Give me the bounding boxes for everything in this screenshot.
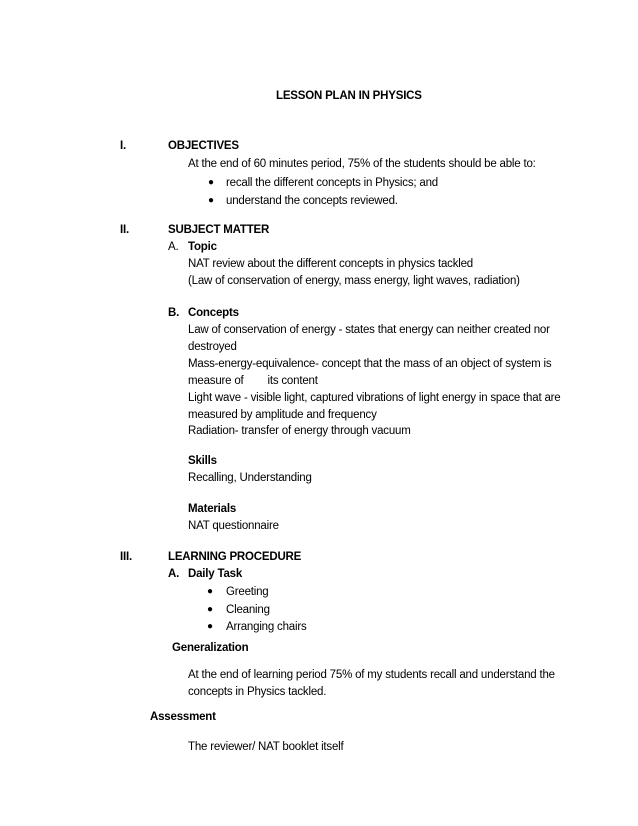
daily-task-item: Cleaning (226, 604, 270, 616)
concept-line: measure of its content (188, 375, 318, 387)
topic-line: NAT review about the different concepts in physics tackled (188, 258, 474, 270)
objectives-intro: At the end of 60 minutes period, 75% of the students should be able to: (188, 158, 536, 170)
concept-line: Law of conservation of energy - states that energy can neither created nor (188, 324, 550, 336)
bullet-icon: ● (207, 586, 213, 597)
subsection-heading-concepts: Concepts (188, 307, 239, 319)
subsection-letter-daily-task: A. (168, 568, 180, 580)
section-numeral-learning-procedure: III. (120, 551, 132, 563)
assessment-text: The reviewer/ NAT booklet itself (188, 741, 344, 753)
concept-line: Radiation- transfer of energy through vacuum (188, 425, 411, 437)
concept-line: measured by amplitude and frequency (188, 409, 377, 421)
objective-item: understand the concepts reviewed. (226, 195, 398, 207)
concept-line: Mass-energy-equivalence- concept that the mass of an object of system is (188, 358, 552, 370)
concept-line: destroyed (188, 341, 237, 353)
bullet-icon: ● (207, 621, 213, 632)
skills-heading: Skills (188, 455, 217, 467)
bullet-icon: ● (207, 604, 213, 615)
generalization-heading: Generalization (172, 642, 249, 654)
daily-task-item: Greeting (226, 586, 269, 598)
concept-line: Light wave - visible light, captured vibrations of light energy in space that are (188, 392, 561, 404)
daily-task-item: Arranging chairs (226, 621, 307, 633)
document-title: LESSON PLAN IN PHYSICS (276, 90, 422, 102)
objective-item: recall the different concepts in Physics; and (226, 177, 438, 189)
section-numeral-objectives: I. (120, 140, 126, 152)
materials-text: NAT questionnaire (188, 520, 279, 532)
subsection-heading-topic: Topic (188, 241, 217, 253)
subsection-heading-daily-task: Daily Task (188, 568, 243, 580)
assessment-heading: Assessment (150, 711, 216, 723)
materials-heading: Materials (188, 503, 237, 515)
section-heading-learning-procedure: LEARNING PROCEDURE (168, 551, 302, 563)
section-heading-objectives: OBJECTIVES (168, 140, 239, 152)
generalization-line: At the end of learning period 75% of my students recall and understand the (188, 669, 555, 681)
section-heading-subject-matter: SUBJECT MATTER (168, 224, 270, 236)
generalization-line: concepts in Physics tackled. (188, 686, 327, 698)
bullet-icon: ● (208, 195, 214, 206)
skills-text: Recalling, Understanding (188, 472, 312, 484)
section-numeral-subject-matter: II. (120, 224, 129, 236)
bullet-icon: ● (208, 177, 214, 188)
subsection-letter-topic: A. (168, 241, 179, 253)
subsection-letter-concepts: B. (168, 307, 180, 319)
topic-line: (Law of conservation of energy, mass energy, light waves, radiation) (188, 275, 520, 287)
